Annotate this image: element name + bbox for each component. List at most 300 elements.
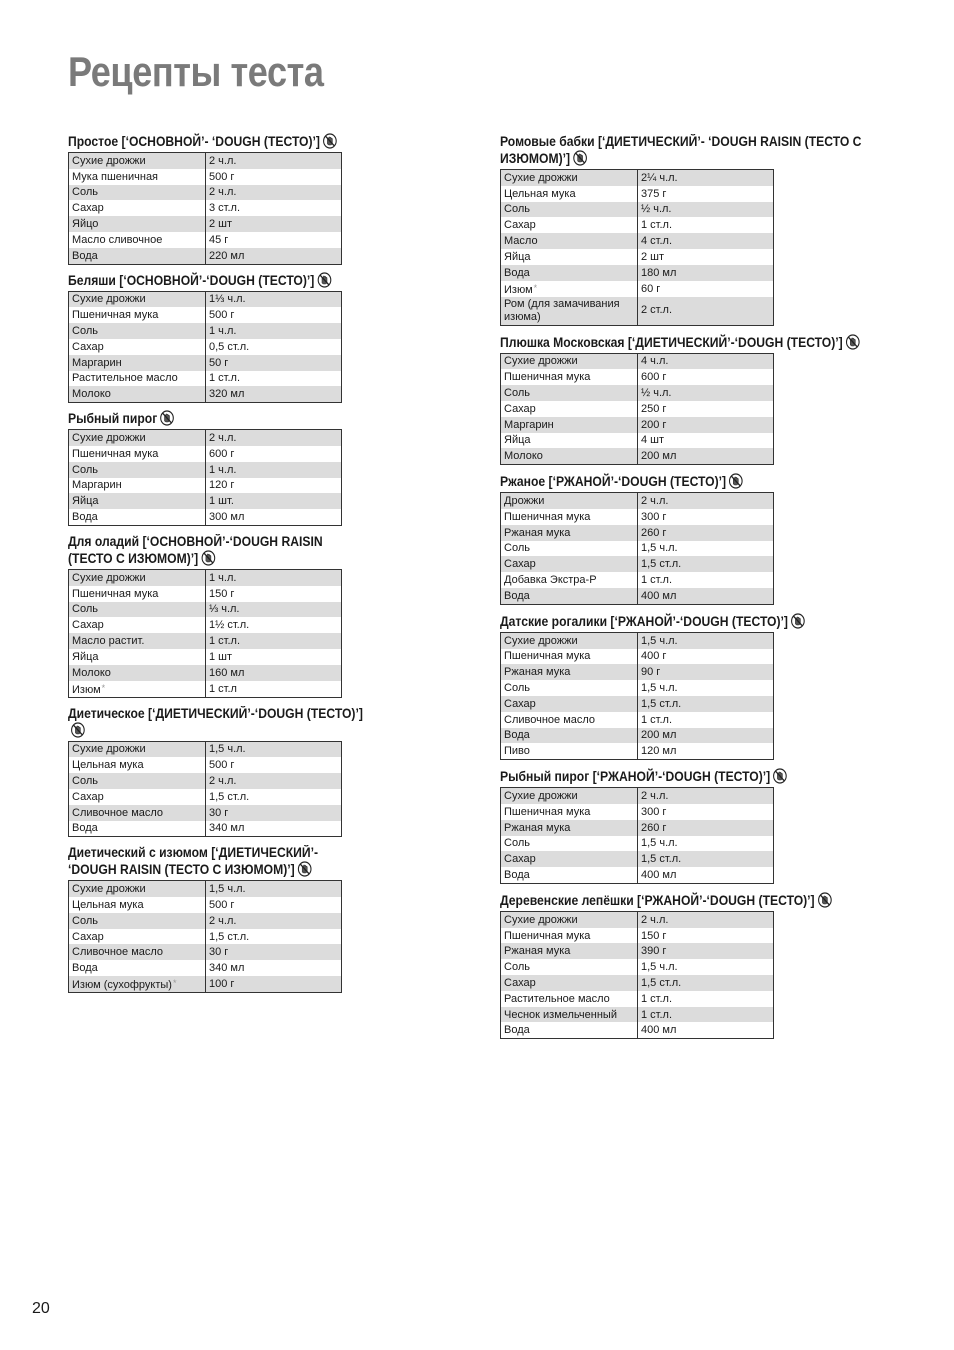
ingredient-name-text: Соль — [504, 203, 530, 216]
ingredient-quantity: 1 ч.л. — [206, 323, 342, 339]
ingredient-quantity: 1,5 ст.л. — [638, 851, 774, 867]
ingredient-quantity: 1 ч.л. — [206, 569, 342, 585]
ingredient-name — [69, 169, 206, 185]
ingredient-quantity: 340 мл — [209, 822, 245, 835]
ingredient-name — [69, 633, 206, 649]
ingredient-name-text: Соль — [504, 387, 530, 400]
table-row — [69, 493, 342, 509]
ingredient-quantity: 1,5 ч.л. — [638, 632, 774, 648]
ingredients-table — [68, 741, 342, 838]
ingredient-name — [501, 632, 638, 648]
table-row — [501, 959, 774, 975]
recipe-title-text: Датские рогалики [‘РЖАНОЙ’-‘DOUGH (ТЕСТО)’] — [500, 613, 788, 629]
ingredient-name-text: Пиво — [504, 745, 530, 758]
table-row — [69, 897, 342, 913]
ingredient-name — [69, 307, 206, 323]
ingredient-name — [501, 509, 638, 525]
ingredient-quantity: 390 г — [638, 943, 774, 959]
ingredient-name-text: Вода — [504, 266, 530, 279]
footnote-star: * — [172, 978, 177, 989]
table-row — [69, 681, 342, 698]
ingredient-name-text: Соль — [504, 837, 530, 850]
ingredient-name-text: Масло — [504, 235, 538, 248]
ingredient-name — [69, 881, 206, 897]
ingredient-name — [501, 712, 638, 728]
table-row — [69, 944, 342, 960]
ingredient-quantity: 30 г — [206, 805, 342, 821]
ingredient-name — [501, 975, 638, 991]
ingredient-quantity: 4 шт — [641, 434, 665, 447]
table-row — [501, 712, 774, 728]
ingredient-quantity: 180 мл — [638, 265, 774, 281]
ingredient-quantity: 2 ст.л. — [638, 297, 774, 326]
ingredient-name — [501, 943, 638, 959]
ingredient-name — [501, 369, 638, 385]
ingredient-name — [69, 897, 206, 913]
ingredient-name-text: Сухие дрожжи — [72, 571, 146, 584]
ingredient-name-text: Соль — [72, 463, 98, 476]
ingredient-name — [501, 820, 638, 836]
ingredient-name-text: Дрожжи — [504, 495, 545, 508]
ingredient-name-text: Пшеничная мука — [504, 510, 591, 523]
ingredient-name — [69, 602, 206, 618]
ingredient-quantity: 4 ч.л. — [638, 353, 774, 369]
table-row — [69, 569, 342, 585]
ingredient-name — [501, 525, 638, 541]
ingredient-name-text: Соль — [72, 775, 98, 787]
ingredient-name — [69, 773, 206, 789]
ingredient-name-text: Сухие дрожжи — [504, 634, 578, 647]
ingredient-name — [69, 478, 206, 494]
ingredient-name-text: Мука пшеничная — [72, 170, 159, 183]
ingredient-quantity: 400 мл — [641, 868, 677, 881]
ingredient-name-text: Яйца — [72, 650, 99, 663]
table-row — [501, 448, 774, 464]
table-row — [69, 248, 342, 264]
ingredient-name — [69, 929, 206, 945]
table-row — [69, 430, 342, 446]
ingredient-quantity: 375 г — [641, 187, 667, 200]
no-hand-icon — [201, 550, 215, 566]
ingredient-name — [69, 741, 206, 757]
ingredient-quantity: 1 ч.л. — [206, 462, 342, 478]
ingredient-quantity: 50 г — [206, 355, 342, 371]
ingredient-name-text: Сухие дрожжи — [72, 883, 146, 896]
ingredient-quantity: 250 г — [641, 402, 667, 415]
ingredient-quantity: 2 ч.л. — [638, 788, 774, 804]
ingredient-quantity: 1,5 ст.л. — [638, 696, 774, 712]
recipe-title-text: Диетический с изюмом [‘ДИЕТИЧЕСКИЙ’- ‘DOUGH RAISIN (ТЕСТО С ИЗЮМОМ)’] — [68, 845, 319, 878]
ingredient-quantity: 1,5 ст.л. — [209, 790, 250, 803]
ingredient-quantity: 2¼ ч.л. — [638, 170, 774, 186]
ingredient-quantity: ⅓ ч.л. — [206, 602, 342, 618]
right-column — [500, 133, 920, 1047]
ingredient-quantity: 2 ч.л. — [206, 913, 342, 929]
table-row — [501, 353, 774, 369]
recipe-title-text: Для оладий [‘ОСНОВНОЙ’-‘DOUGH RAISIN (ТЕСТО С ИЗЮМОМ)’] — [68, 533, 323, 566]
ingredient-quantity: 30 г — [206, 944, 342, 960]
ingredient-name — [69, 462, 206, 478]
table-row — [501, 588, 774, 604]
ingredient-name — [69, 665, 206, 681]
ingredient-name-text: Соль — [72, 603, 98, 616]
ingredient-name-text: Сухие дрожжи — [72, 743, 146, 756]
ingredient-quantity: 2 ч.л. — [206, 185, 342, 201]
ingredient-name-text: Растительное масло — [72, 372, 178, 385]
ingredient-quantity: 120 мл — [641, 745, 677, 758]
ingredient-quantity: 500 г — [209, 759, 235, 772]
ingredient-quantity: 1,5 ч.л. — [206, 741, 342, 757]
ingredient-quantity: 1,5 ч.л. — [641, 837, 678, 850]
ingredient-name-text: Ржаная мука — [504, 821, 571, 834]
ingredient-name-text: Чеснок измельченный — [504, 1008, 617, 1021]
ingredient-name — [501, 297, 638, 326]
ingredient-quantity: 500 г — [209, 170, 235, 183]
ingredient-name-text: Молоко — [504, 450, 543, 463]
recipe-title — [500, 473, 908, 490]
ingredient-name-text: Ржаная мука — [504, 666, 571, 679]
ingredient-quantity: 2 шт — [206, 216, 342, 232]
footnote-star: * — [533, 282, 538, 293]
ingredient-name — [69, 323, 206, 339]
ingredient-quantity: 1,5 ст.л. — [638, 975, 774, 991]
table-row — [69, 200, 342, 216]
ingredient-quantity: 300 г — [641, 805, 667, 818]
ingredient-quantity: 320 мл — [206, 386, 342, 402]
ingredient-name — [501, 836, 638, 852]
table-row — [501, 281, 774, 297]
ingredient-name — [69, 153, 206, 169]
ingredient-name-text: Вода — [504, 868, 530, 881]
footnote-star: * — [101, 682, 106, 693]
no-hand-icon — [817, 892, 831, 908]
ingredient-name — [69, 185, 206, 201]
ingredient-name-text: Изюм (сухофрукты) — [72, 979, 172, 992]
table-row — [501, 696, 774, 712]
ingredient-name — [69, 586, 206, 602]
ingredient-quantity: 1 шт. — [206, 493, 342, 509]
table-row — [501, 911, 774, 927]
recipe-title-text: Диетическое [‘ДИЕТИЧЕСКИЙ’-‘DOUGH (ТЕСТО)’] — [68, 705, 363, 721]
table-row — [501, 649, 774, 665]
ingredient-quantity: 260 г — [638, 525, 774, 541]
ingredient-quantity: 150 г — [641, 929, 667, 942]
ingredient-name-text: Сухие дрожжи — [72, 432, 146, 445]
table-row — [501, 1007, 774, 1023]
ingredient-quantity: 100 г — [206, 976, 342, 993]
ingredient-name — [69, 649, 206, 665]
recipe-title — [500, 133, 908, 167]
table-row — [501, 541, 774, 557]
table-row — [69, 913, 342, 929]
ingredient-quantity: 340 мл — [209, 962, 245, 975]
ingredient-quantity: 400 мл — [641, 1024, 677, 1037]
ingredient-quantity: 200 г — [638, 417, 774, 433]
ingredient-name — [501, 170, 638, 186]
ingredient-name-text: Масло сливочное — [72, 233, 163, 246]
ingredients-table — [500, 787, 774, 884]
ingredient-name-text: Соль — [504, 961, 530, 974]
ingredient-quantity: 1,5 ст.л. — [209, 930, 250, 943]
ingredient-name-text: Молоко — [72, 388, 111, 401]
table-row — [501, 265, 774, 281]
table-row — [501, 851, 774, 867]
table-row — [501, 1022, 774, 1038]
table-row — [501, 202, 774, 218]
ingredient-quantity: 1½ ст.л. — [209, 619, 250, 632]
ingredient-name — [501, 728, 638, 744]
recipe-title-text: Ромовые бабки [‘ДИЕТИЧЕСКИЙ’- ‘DOUGH RAISIN (ТЕСТО С ИЗЮМОМ)’] — [500, 134, 862, 166]
ingredient-name-text: Вода — [504, 1024, 530, 1037]
ingredient-name-text: Вода — [504, 589, 530, 602]
ingredient-quantity: 200 мл — [638, 448, 774, 464]
table-row — [69, 976, 342, 993]
table-row — [501, 728, 774, 744]
recipe-title-text: Плюшка Московская [‘ДИЕТИЧЕСКИЙ’-‘DOUGH (ТЕСТО)’] — [500, 334, 843, 350]
table-row — [69, 929, 342, 945]
ingredients-table — [68, 291, 342, 404]
recipe-title — [68, 272, 368, 289]
no-hand-icon — [323, 133, 337, 149]
table-row — [69, 509, 342, 525]
ingredient-quantity: 600 г — [209, 447, 235, 460]
ingredient-name-text: Ром (для замачивания изюма) — [504, 297, 620, 323]
table-row — [69, 153, 342, 169]
recipe-block — [500, 133, 920, 326]
table-row — [69, 323, 342, 339]
ingredient-name — [69, 493, 206, 509]
recipe-block — [500, 473, 920, 605]
ingredient-quantity: 400 г — [641, 650, 667, 663]
table-row — [501, 369, 774, 385]
ingredient-name-text: Сахар — [72, 619, 104, 632]
ingredient-name — [69, 913, 206, 929]
ingredient-name-text: Пшеничная мука — [72, 309, 159, 322]
ingredients-table — [68, 429, 342, 526]
recipe-title — [68, 533, 368, 567]
ingredient-name-text: Вода — [504, 729, 530, 742]
ingredient-name — [501, 186, 638, 202]
ingredient-name-text: Масло растит. — [72, 635, 145, 648]
table-row — [501, 788, 774, 804]
ingredient-name-text: Пшеничная мука — [504, 805, 591, 818]
ingredient-quantity: 1 ст.л. — [641, 574, 673, 587]
no-hand-icon — [845, 334, 859, 350]
table-row — [69, 789, 342, 805]
table-row — [501, 991, 774, 1007]
no-hand-icon — [160, 410, 174, 426]
ingredient-name — [501, 743, 638, 759]
table-row — [69, 339, 342, 355]
recipe-title — [500, 892, 908, 909]
table-row — [69, 371, 342, 387]
ingredient-name — [501, 281, 638, 297]
table-row — [69, 355, 342, 371]
ingredient-name — [501, 991, 638, 1007]
recipe-block — [500, 892, 920, 1039]
table-row — [69, 307, 342, 323]
ingredient-quantity: 500 г — [209, 898, 235, 911]
table-row — [501, 233, 774, 249]
ingredient-name-text: Сухие дрожжи — [72, 154, 146, 167]
table-row — [501, 836, 774, 852]
ingredient-name-text: Сахар — [504, 976, 536, 989]
ingredient-quantity: 1 ст.л. — [641, 992, 673, 1005]
ingredient-name — [501, 1007, 638, 1023]
ingredient-name-text: Сливочное масло — [72, 946, 164, 959]
ingredient-quantity: 1⅓ ч.л. — [206, 291, 342, 307]
table-row — [69, 216, 342, 232]
table-row — [69, 446, 342, 462]
recipe-block — [68, 844, 368, 993]
table-row — [501, 975, 774, 991]
ingredient-name — [69, 355, 206, 371]
ingredient-quantity: 600 г — [641, 371, 667, 384]
ingredient-name-text: Изюм — [504, 283, 533, 296]
table-row — [69, 232, 342, 248]
ingredient-name-text: Вода — [72, 511, 98, 524]
recipe-title-text: Деревенские лепёшки [‘РЖАНОЙ’-‘DOUGH (ТЕСТО)’] — [500, 892, 815, 908]
recipe-block — [500, 613, 920, 760]
table-row — [501, 804, 774, 820]
table-row — [501, 417, 774, 433]
table-row — [69, 586, 342, 602]
ingredient-name — [69, 805, 206, 821]
page-title: Рецепты теста — [68, 48, 324, 95]
ingredient-name — [501, 217, 638, 233]
ingredients-table — [68, 569, 342, 698]
ingredient-name — [69, 216, 206, 232]
ingredient-name-text: Растительное масло — [504, 992, 610, 1005]
ingredient-name-text: Сливочное масло — [504, 713, 596, 726]
ingredient-name-text: Вода — [72, 822, 98, 835]
ingredient-name — [501, 911, 638, 927]
ingredient-name — [69, 617, 206, 633]
ingredient-name-text: Яйца — [72, 495, 99, 508]
table-row — [69, 821, 342, 837]
ingredient-name — [501, 588, 638, 604]
ingredient-quantity: 45 г — [209, 233, 229, 246]
ingredient-name-text: Яйца — [504, 434, 531, 447]
table-row — [501, 943, 774, 959]
ingredient-quantity: 4 ст.л. — [638, 233, 774, 249]
table-row — [501, 556, 774, 572]
ingredient-quantity: ½ ч.л. — [638, 385, 774, 401]
ingredient-name — [501, 433, 638, 449]
ingredient-name — [501, 417, 638, 433]
ingredient-name-text: Цельная мука — [504, 187, 576, 200]
ingredient-quantity: 90 г — [638, 664, 774, 680]
ingredient-quantity: 2 ч.л. — [638, 911, 774, 927]
recipe-title-text: Простое [‘ОСНОВНОЙ’- ‘DOUGH (ТЕСТО)’] — [68, 134, 320, 149]
ingredient-name — [69, 681, 206, 698]
table-row — [501, 632, 774, 648]
table-row — [501, 249, 774, 265]
recipe-block — [68, 533, 368, 698]
ingredient-quantity: 1 ст.л. — [641, 219, 673, 232]
recipe-block — [68, 133, 368, 265]
ingredient-name — [501, 556, 638, 572]
recipe-title — [68, 133, 368, 150]
table-row — [501, 509, 774, 525]
ingredient-name — [69, 789, 206, 805]
ingredient-name-text: Яйца — [504, 250, 531, 263]
ingredient-name-text: Соль — [504, 542, 530, 555]
ingredient-name — [69, 960, 206, 976]
ingredient-quantity: 1 ст.л. — [641, 713, 673, 726]
table-row — [501, 525, 774, 541]
ingredient-name-text: Пшеничная мука — [504, 929, 591, 942]
ingredient-name-text: Сахар — [72, 202, 104, 215]
recipe-title-text: Рыбный пирог — [68, 411, 158, 427]
ingredient-quantity: 260 г — [638, 820, 774, 836]
ingredient-quantity: 1 ст.л — [209, 682, 237, 695]
ingredient-name-text: Ржаная мука — [504, 526, 571, 539]
ingredient-name — [501, 385, 638, 401]
ingredient-name — [501, 867, 638, 883]
page-number: 20 — [32, 1300, 50, 1317]
table-row — [69, 169, 342, 185]
ingredient-name-text: Пшеничная мука — [72, 447, 159, 460]
ingredient-name — [69, 430, 206, 446]
table-row — [501, 186, 774, 202]
ingredient-name-text: Сахар — [504, 219, 536, 232]
ingredient-name — [501, 572, 638, 588]
ingredient-quantity: 1 шт — [209, 650, 233, 663]
ingredient-quantity: 1,5 ч.л. — [641, 682, 678, 695]
ingredient-name-text: Сахар — [72, 790, 104, 803]
no-hand-icon — [317, 272, 331, 288]
table-row — [501, 433, 774, 449]
ingredient-name — [501, 448, 638, 464]
ingredient-name — [69, 509, 206, 525]
ingredients-table — [500, 169, 774, 326]
table-row — [69, 633, 342, 649]
table-row — [501, 820, 774, 836]
ingredient-name — [501, 493, 638, 509]
ingredient-name-text: Маргарин — [72, 356, 122, 369]
ingredient-name — [69, 821, 206, 837]
ingredient-name — [501, 249, 638, 265]
ingredient-quantity: 1 ст.л. — [209, 372, 241, 385]
left-column — [68, 133, 368, 1000]
ingredient-name — [501, 851, 638, 867]
recipe-block — [500, 334, 920, 466]
recipe-title-text: Беляши [‘ОСНОВНОЙ’-‘DOUGH (ТЕСТО)’] — [68, 272, 315, 288]
ingredient-name — [69, 386, 206, 402]
ingredient-name — [501, 664, 638, 680]
ingredient-name-text: Добавка Экстра-Р — [504, 574, 597, 587]
ingredient-quantity: 1,5 ст.л. — [638, 556, 774, 572]
ingredient-name — [69, 944, 206, 960]
ingredient-name-text: Сухие дрожжи — [504, 171, 578, 184]
ingredient-name-text: Соль — [72, 186, 98, 199]
ingredient-name-text: Яйцо — [72, 218, 99, 231]
recipe-block — [68, 272, 368, 404]
ingredients-table — [68, 880, 342, 993]
ingredient-name — [501, 233, 638, 249]
recipe-title — [500, 613, 908, 630]
ingredient-name — [69, 446, 206, 462]
ingredient-name-text: Пшеничная мука — [504, 371, 591, 384]
recipe-title-text: Рыбный пирог [‘РЖАНОЙ’-‘DOUGH (ТЕСТО)’] — [500, 769, 771, 785]
no-hand-icon — [573, 150, 587, 166]
ingredients-table — [500, 492, 774, 605]
ingredient-name — [501, 401, 638, 417]
recipe-title — [500, 768, 908, 785]
ingredient-quantity: 0,5 ст.л. — [209, 340, 250, 353]
ingredient-name-text: Сливочное масло — [72, 806, 164, 819]
